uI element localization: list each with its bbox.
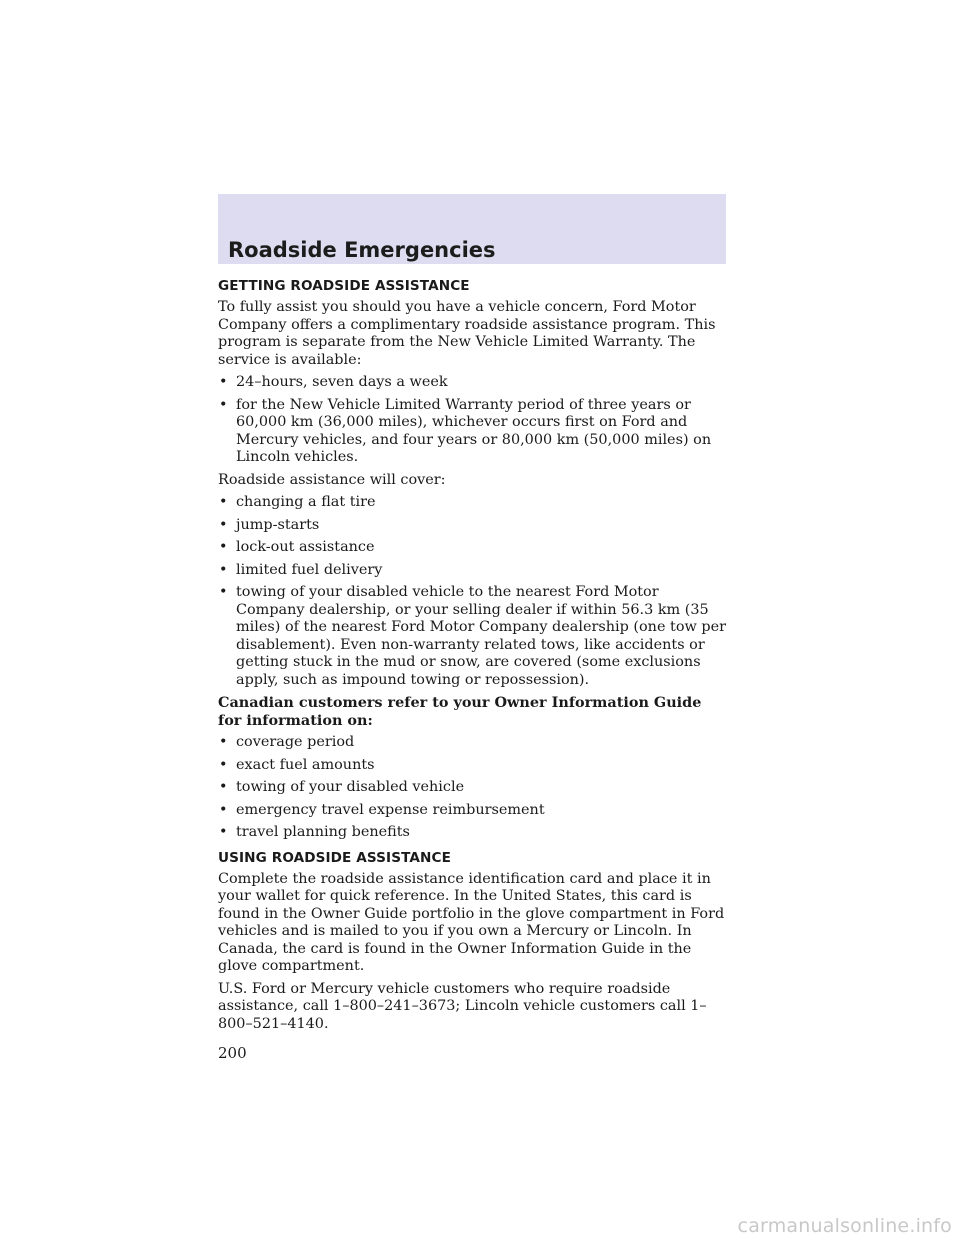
list-item: • emergency travel expense reimbursement (218, 802, 726, 820)
list-item: • towing of your disabled vehicle (218, 779, 726, 797)
canadian-note: Canadian customers refer to your Owner Information Guide for information on: (218, 694, 702, 729)
list-item: • changing a flat tire (218, 494, 726, 512)
list-item: • travel planning benefits (218, 824, 726, 842)
heading-using-roadside-assistance: USING ROADSIDE ASSISTANCE (218, 849, 451, 866)
list-item: • for the New Vehicle Limited Warranty period of three years or 60,000 km (36,000 miles), whichever occurs first on Ford and Mercury vehicles, and four years or 80,000 km (50,000 miles) on Lincoln vehicles. (218, 397, 726, 467)
section-title: Roadside Emergencies (228, 238, 496, 262)
page-content (218, 278, 726, 1038)
list-item: • limited fuel delivery (218, 562, 726, 580)
identification-card-paragraph: Complete the roadside assistance identification card and place it in your wallet for quick reference. In the United States, this card is found in the Owner Guide portfolio in the glove compartment in Ford vehicles and is mailed to you if you own a Mercury or Lincoln. In Canada, the card is found in the Owner Information Guide in the glove compartment. (218, 870, 725, 974)
list-item: • towing of your disabled vehicle to the nearest Ford Motor Company dealership, or your selling dealer if within 56.3 km (35 miles) of the nearest Ford Motor Company dealership (one tow per disablement). Even non-warranty related tows, like accidents or getting stuck in the mud or snow, are covered (some exclusions apply, such as impound towing or repossession). (218, 584, 726, 689)
canadian-list (218, 734, 726, 842)
coverage-intro: Roadside assistance will cover: (218, 471, 446, 488)
section-header-band (218, 194, 726, 264)
intro-paragraph: To fully assist you should you have a vehicle concern, Ford Motor Company offers a complimentary roadside assistance program. This program is separate from the New Vehicle Limited Warranty. The service is available: (218, 299, 716, 368)
watermark: carmanualsonline.info (737, 1215, 952, 1237)
list-item: • 24–hours, seven days a week (218, 374, 726, 392)
coverage-list (218, 494, 726, 689)
list-item: • coverage period (218, 734, 726, 752)
list-item: • exact fuel amounts (218, 757, 726, 775)
list-item: • jump-starts (218, 517, 726, 535)
phone-numbers-paragraph: U.S. Ford or Mercury vehicle customers who require roadside assistance, call 1–800–241–3673; Lincoln vehicle customers call 1–800–521–4140. (218, 980, 707, 1032)
page-number: 200 (218, 1044, 247, 1062)
list-item: • lock-out assistance (218, 539, 726, 557)
availability-list (218, 374, 726, 467)
heading-getting-roadside-assistance: GETTING ROADSIDE ASSISTANCE (218, 278, 470, 294)
